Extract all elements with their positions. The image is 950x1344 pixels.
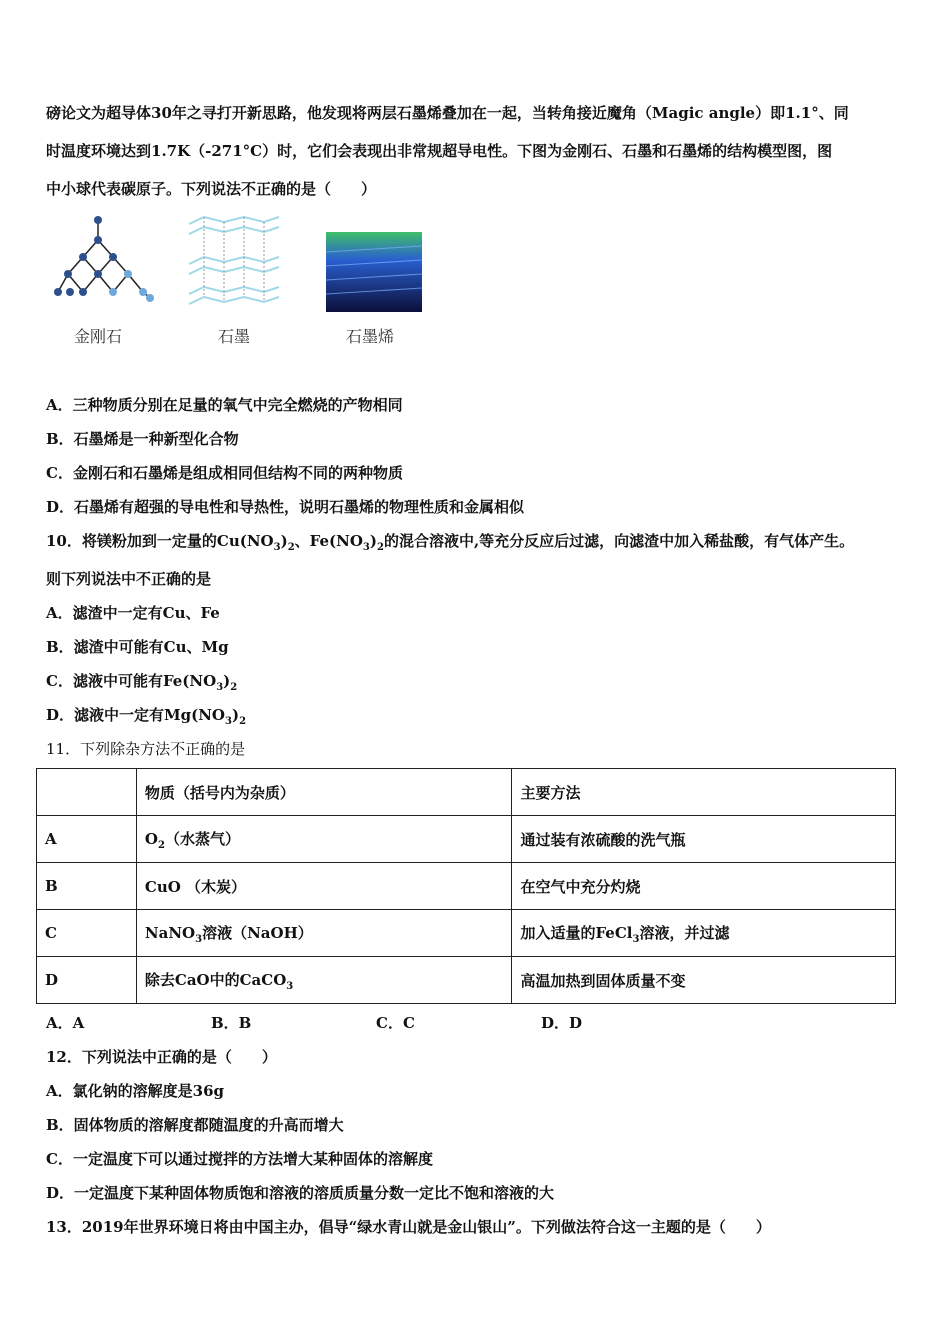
diamond-caption: 金刚石 (74, 327, 123, 346)
q10-option-c: C．滤液中可能有$Fe(NO_3)_2$ (46, 672, 238, 693)
q12-option-b: B．固体物质的溶解度都随温度的升高而增大 (46, 1116, 344, 1134)
row-substance: $O_2$（水蒸气） (136, 816, 512, 863)
q11-choice-b: B．B (211, 1014, 252, 1032)
graphene-caption: 石墨烯 (346, 327, 395, 346)
q12-option-c: C．一定温度下可以通过搅拌的方法增大某种固体的溶解度 (46, 1150, 433, 1168)
graphite-structure-image (184, 212, 284, 312)
row-label: B (37, 863, 137, 910)
row-label: C (37, 910, 137, 957)
q9-option-b: B．石墨烯是一种新型化合物 (46, 430, 239, 448)
q10-stem: 10．将镁粉加到一定量的$Cu(NO_3)_2$、$Fe(NO_3)_2$的混合溶液中,等充分反应后过滤，向滤渣中加入稀盐酸，有气体产生。 (46, 532, 855, 553)
table-row (37, 910, 896, 957)
row-label: A (37, 816, 137, 863)
q9-option-d: D．石墨烯有超强的导电性和导热性，说明石墨烯的物理性质和金属相似 (46, 498, 525, 516)
row-substance: NaNO$_3$溶液（NaOH） (136, 910, 512, 957)
diamond-structure-image (48, 212, 158, 312)
row-method: 高温加热到固体质量不变 (512, 957, 896, 1004)
graphene-structure-image (326, 232, 422, 312)
q10-stem-line2: 则下列说法中不正确的是 (46, 570, 212, 588)
table-header-cell (37, 769, 137, 816)
q10-option-d: D．滤液中一定有$Mg(NO_3)_2$ (46, 706, 247, 727)
graphite-caption: 石墨 (218, 327, 251, 346)
intro-line-2: 时温度环境达到1.7K（-271°C）时，它们会表现出非常规超导电性。下图为金刚石、石墨和石墨烯的结构模型图，图 (46, 142, 833, 160)
q9-option-c: C．金刚石和石墨烯是组成相同但结构不同的两种物质 (46, 464, 403, 482)
row-substance: 除去CaO中的CaCO$_3$ (136, 957, 512, 1004)
row-method: 加入适量的FeCl$_3$溶液，并过滤 (512, 910, 896, 957)
q12-stem: 12．下列说法中正确的是（ ） (46, 1048, 277, 1066)
table-row (37, 957, 896, 1004)
q10-option-b: B．滤渣中可能有Cu、Mg (46, 638, 229, 656)
table-header-cell: 主要方法 (512, 769, 896, 816)
q9-option-a: A．三种物质分别在足量的氧气中完全燃烧的产物相同 (46, 396, 403, 414)
q11-stem: 11．下列除杂方法不正确的是 (46, 740, 246, 758)
row-method: 通过装有浓硫酸的洗气瓶 (512, 816, 896, 863)
q12-option-d: D．一定温度下某种固体物质饱和溶液的溶质质量分数一定比不饱和溶液的大 (46, 1184, 555, 1202)
intro-line-3: 中小球代表碳原子。下列说法不正确的是（ ） (46, 180, 377, 198)
table-row (37, 816, 896, 863)
row-method: 在空气中充分灼烧 (512, 863, 896, 910)
row-label: D (37, 957, 137, 1004)
table-header-cell: 物质（括号内为杂质） (136, 769, 512, 816)
q12-option-a: A．氯化钠的溶解度是36g (46, 1082, 225, 1100)
q11-choice-a: A．A (46, 1014, 85, 1032)
q10-option-a: A．滤渣中一定有Cu、Fe (46, 604, 220, 622)
intro-line-1: 磅论文为超导体30年之寻打开新思路，他发现将两层石墨烯叠加在一起，当转角接近魔角（Magic angle）即1.1°、同 (46, 104, 849, 122)
table-row (37, 863, 896, 910)
table-header-row (37, 769, 896, 816)
structure-figures (46, 212, 446, 362)
q13-stem: 13．2019年世界环境日将由中国主办，倡导“绿水青山就是金山银山”。下列做法符合这一主题的是（ ） (46, 1218, 771, 1236)
q11-choice-c: C．C (376, 1014, 415, 1032)
q11-choice-d: D．D (541, 1014, 583, 1032)
row-substance: CuO （木炭） (136, 863, 512, 910)
q11-table (36, 768, 896, 1004)
